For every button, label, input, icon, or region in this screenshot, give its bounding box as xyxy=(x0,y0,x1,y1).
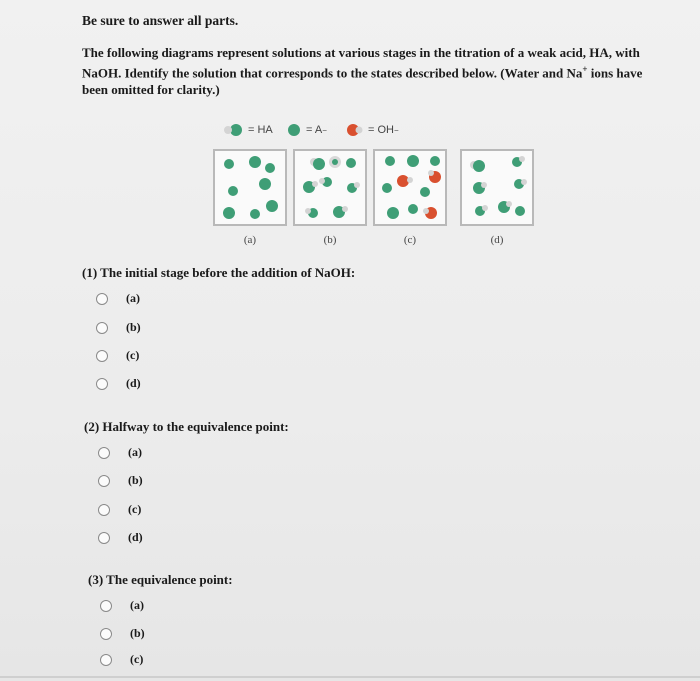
q1-option-b-label: (b) xyxy=(126,320,141,334)
legend-oh xyxy=(344,123,399,137)
q2-option-a-label: (a) xyxy=(128,445,142,459)
q2-option-d[interactable] xyxy=(98,528,143,548)
problem-line-2 xyxy=(82,61,672,81)
diagram-label-b: (b) xyxy=(323,234,337,246)
q2-option-c-label: (c) xyxy=(128,502,142,516)
problem-line-2a: NaOH. Identify the solution that corresponds to the states described below. (Water and Na xyxy=(82,65,583,81)
diagram-a-particles xyxy=(215,151,285,224)
question-1-prompt: (1) The initial stage before the addition of NaOH: xyxy=(82,265,356,280)
q1-radio-c[interactable] xyxy=(96,350,108,362)
diagram-label-d: (d) xyxy=(490,234,504,246)
q1-radio-b[interactable] xyxy=(96,322,108,334)
legend-ha-label: = HA xyxy=(248,124,273,136)
q1-option-d[interactable] xyxy=(96,374,141,394)
na-superscript: + xyxy=(582,64,588,74)
q3-option-b[interactable] xyxy=(100,624,145,644)
problem-statement xyxy=(82,44,672,98)
a-ion-icon xyxy=(286,123,304,137)
diagram-label-a: (a) xyxy=(243,234,257,246)
q3-radio-a[interactable] xyxy=(100,600,112,612)
q2-radio-a[interactable] xyxy=(98,447,110,459)
q2-option-a[interactable] xyxy=(98,443,142,463)
diagram-b xyxy=(293,149,367,226)
diagram-b-particles xyxy=(295,151,365,224)
q1-option-c[interactable] xyxy=(96,346,140,366)
legend-a xyxy=(286,123,327,137)
problem-line-1: The following diagrams represent solutions at various stages in the titration of a weak acid, HA, with xyxy=(82,45,640,60)
question-2-prompt: (2) Halfway to the equivalence point: xyxy=(84,419,289,434)
problem-line-2b: ions have xyxy=(587,65,643,81)
problem-line-3: been omitted for clarity.) xyxy=(82,82,220,98)
q1-option-a-label: (a) xyxy=(126,291,140,305)
q3-option-a-label: (a) xyxy=(130,598,144,612)
q3-option-b-label: (b) xyxy=(130,626,145,640)
q2-option-b-label: (b) xyxy=(128,473,143,487)
q2-option-b[interactable] xyxy=(98,471,143,491)
oh-ion-icon xyxy=(344,123,366,137)
q3-option-a[interactable] xyxy=(100,596,144,616)
question-3-prompt: (3) The equivalence point: xyxy=(88,572,233,587)
q1-option-d-label: (d) xyxy=(126,376,141,390)
q1-option-c-label: (c) xyxy=(126,348,140,362)
diagram-c-particles xyxy=(375,151,445,224)
page-bottom-divider xyxy=(0,676,700,678)
ha-molecule-icon xyxy=(220,123,246,137)
q2-radio-b[interactable] xyxy=(98,475,110,487)
diagram-label-c: (c) xyxy=(403,234,417,246)
legend-oh-label: = OH xyxy=(368,124,394,136)
q1-option-b[interactable] xyxy=(96,318,141,338)
legend-a-label: = A xyxy=(306,124,323,136)
instructions: Be sure to answer all parts. xyxy=(82,13,239,28)
q1-option-a[interactable] xyxy=(96,289,140,309)
q1-radio-a[interactable] xyxy=(96,293,108,305)
legend-ha xyxy=(220,123,273,137)
q2-radio-d[interactable] xyxy=(98,532,110,544)
diagram-d xyxy=(460,149,534,226)
legend-oh-sup: − xyxy=(393,125,399,135)
legend-a-sup: − xyxy=(322,125,327,135)
q2-option-c[interactable] xyxy=(98,500,142,520)
q2-option-d-label: (d) xyxy=(128,530,143,544)
q2-radio-c[interactable] xyxy=(98,504,110,516)
legend xyxy=(220,123,520,141)
q3-option-c[interactable] xyxy=(100,650,144,670)
q3-option-c-label: (c) xyxy=(130,652,144,666)
diagram-a xyxy=(213,149,287,226)
diagram-c xyxy=(373,149,447,226)
q3-radio-b[interactable] xyxy=(100,628,112,640)
q1-radio-d[interactable] xyxy=(96,378,108,390)
q3-radio-c[interactable] xyxy=(100,654,112,666)
diagram-d-particles xyxy=(462,151,532,224)
